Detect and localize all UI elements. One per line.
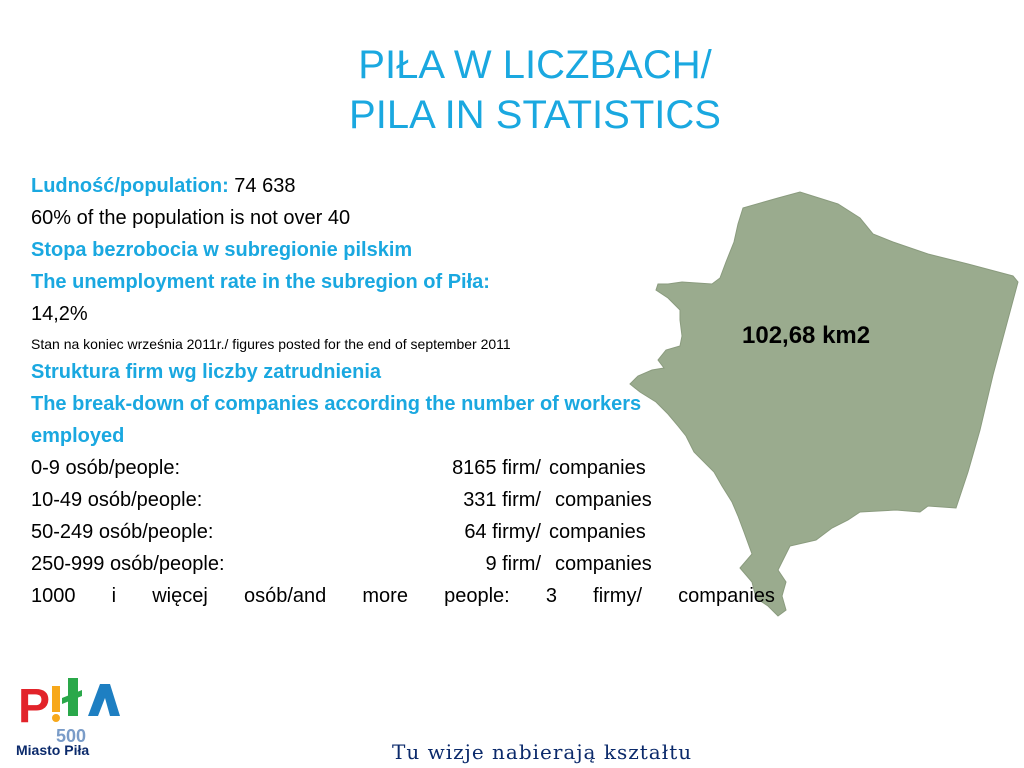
last-row-word: 1000 [31,585,76,607]
population-value: 74 638 [228,175,296,197]
last-row-word: companies [678,585,775,607]
company-row [31,516,791,548]
companies-heading-en-1: The break-down of companies according the number of workers [31,393,642,415]
unemployment-heading-pl: Stopa bezrobocia w subregionie pilskim [31,239,413,261]
last-row-word: więcej [152,585,208,607]
company-row-range: 250-999 osób/people: [31,553,225,575]
population-note: 60% of the population is not over 40 [31,207,351,229]
unemployment-heading-en: The unemployment rate in the subregion of Piła: [31,271,490,293]
slogan: Tu wizje nabierają kształtu [392,740,693,764]
page-title [0,40,1024,140]
area-label: 102,68 km2 [742,322,871,349]
last-row-word: more [362,585,408,607]
last-row-word: osób/and [243,585,327,607]
companies-heading-en-2: employed [31,425,125,447]
last-row-word: 3 [545,585,557,607]
company-row-count: 8165 firm/ [452,457,541,479]
last-row-word: people: [444,585,510,607]
unemployment-note: Stan na koniec września 2011r./ figures posted for the end of september 2011 [31,336,511,352]
last-row-word: firmy/ [593,585,643,607]
last-row-word: i [111,585,117,607]
company-row [31,548,791,580]
company-row-unit: companies [555,553,652,575]
company-row-range: 10-49 osób/people: [31,489,203,511]
population-label: Ludność/population: [31,175,229,197]
company-row-count: 9 firm/ [485,553,541,575]
logo-letter-p: P [18,680,51,733]
company-row [31,484,791,516]
unemployment-value: 14,2% [31,303,88,325]
company-row-unit: companies [549,521,646,543]
logo-caption: Miasto Piła [16,742,90,758]
logo-letter-i [52,686,60,712]
company-row-range: 50-249 osób/people: [31,521,214,543]
company-row-range: 0-9 osób/people: [31,457,181,479]
companies-heading-pl: Struktura firm wg liczby zatrudnienia [31,361,382,383]
company-row-unit: companies [549,457,646,479]
company-row-count: 331 firm/ [463,489,541,511]
title-line-2: PILA IN STATISTICS [349,93,721,137]
population-line [31,170,791,202]
company-row-large [31,580,775,612]
company-row [31,452,791,484]
logo-letter-a [88,684,120,716]
company-row-count: 64 firmy/ [464,521,541,543]
title-line-1: PIŁA W LICZBACH/ [358,43,712,87]
statistics-content [31,170,791,612]
logo-number: 500 [56,726,87,746]
company-row-unit: companies [555,489,652,511]
